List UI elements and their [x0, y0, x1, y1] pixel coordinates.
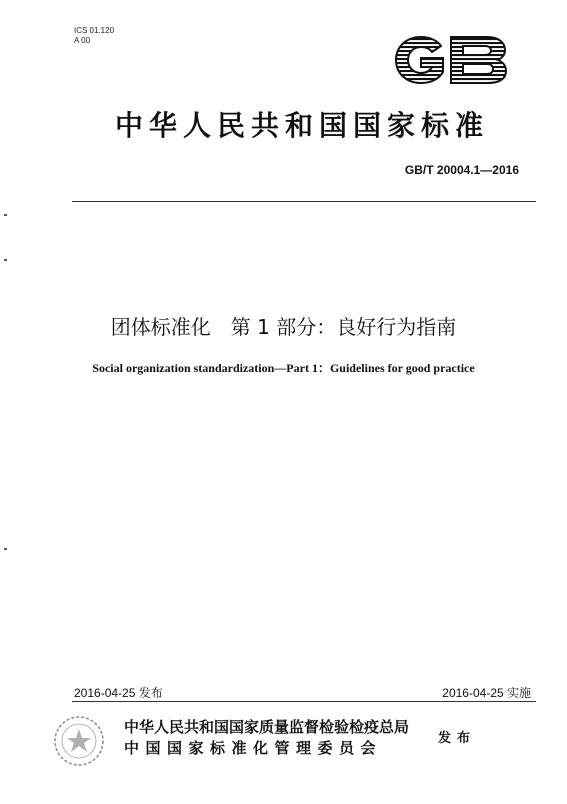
- issuer-aqsiq: 中华人民共和国国家质量监督检验检疫总局: [124, 718, 410, 736]
- national-standard-title: 中华人民共和国国家标准: [114, 109, 489, 142]
- header-divider: [72, 201, 536, 202]
- document-title-english: Social organization standardization—Part 1：Guidelines for good practice: [92, 361, 475, 375]
- gb-logo: [393, 34, 508, 86]
- ics-code: ICS 01.120: [74, 26, 115, 35]
- ccs-code: A 00: [74, 36, 91, 45]
- document-title-chinese: 团体标准化 第 1 部分：良好行为指南: [110, 315, 457, 339]
- official-seal-icon: [52, 714, 106, 768]
- footer-divider: [72, 701, 536, 702]
- scan-mark: [4, 214, 7, 216]
- issue-date: 2016-04-25 发布: [74, 686, 163, 700]
- scan-mark: [4, 259, 7, 261]
- implementation-date: 2016-04-25 实施: [442, 686, 531, 700]
- issuer-sac: 中国国家标准化管理委员会: [124, 739, 383, 757]
- standard-number: GB/T 20004.1—2016: [404, 163, 519, 177]
- scan-mark: [4, 548, 7, 550]
- issued-label: 发布: [438, 731, 477, 746]
